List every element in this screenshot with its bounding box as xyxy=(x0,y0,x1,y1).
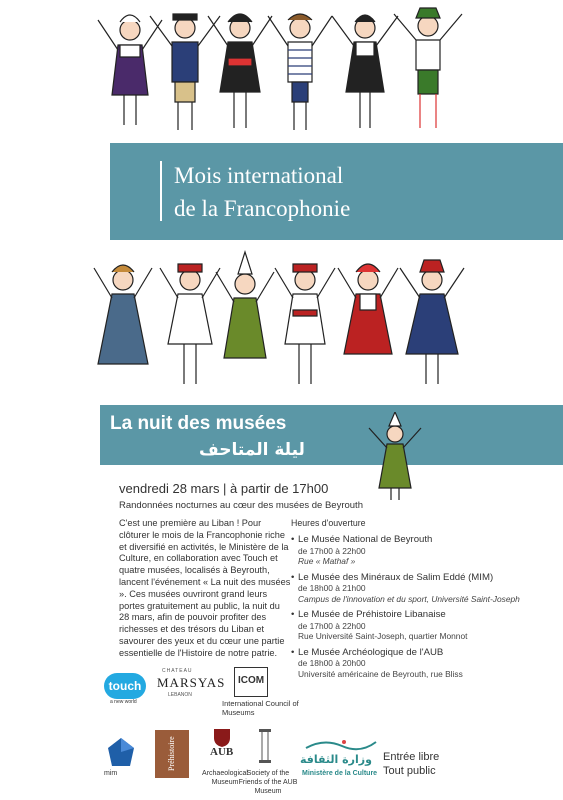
mim-logo xyxy=(104,736,138,770)
museum-night-title-ar: ليلة المتاحف xyxy=(199,440,305,460)
touch-tagline: a new world xyxy=(110,699,137,705)
museum-hours: de 18h00 à 20h00 xyxy=(298,658,366,668)
marsyas-logo: MARSYAS xyxy=(157,675,226,690)
museum-name: • Le Musée des Minéraux de Salim Eddé (MIM) xyxy=(291,571,494,583)
society-emblem xyxy=(256,727,274,765)
column-icon xyxy=(256,727,274,765)
aub-caption: Archaeological Museum xyxy=(202,770,248,786)
title-line-2: de la Francophonie xyxy=(174,196,351,221)
museum-entry xyxy=(291,534,563,567)
bullet-icon: • xyxy=(291,609,295,620)
ministry-emblem xyxy=(304,738,378,752)
museum-hours: de 17h00 à 22h00 xyxy=(298,545,366,556)
bullet-icon: • xyxy=(291,534,295,545)
mim-crystal-icon xyxy=(104,736,138,770)
marsyas-top-label: CHATEAU xyxy=(162,668,193,674)
museum-name: • Le Musée Archéologique de l'AUB xyxy=(291,646,444,658)
museum-hours: de 18h00 à 21h00 xyxy=(298,583,366,593)
icom-logo: ICOM xyxy=(234,667,268,697)
museum-hours: de 17h00 à 22h00 xyxy=(298,620,366,631)
museum-name: • Le Musée National de Beyrouth xyxy=(291,534,433,545)
folk-dancers-top-icon xyxy=(0,0,563,140)
prehistoire-logo: Préhistoire xyxy=(155,730,189,778)
event-subtitle: Randonnées nocturnes au cœur des musées de Beyrouth xyxy=(119,500,363,511)
title-line-1: Mois international xyxy=(174,163,344,188)
museum-entry xyxy=(291,609,563,642)
aub-crest-icon xyxy=(212,727,232,747)
event-date-line: vendredi 28 mars | à partir de 17h00 xyxy=(119,481,329,496)
title-band xyxy=(110,143,563,240)
event-lead-paragraph: C'est une première au Liban ! Pour clôturer le mois de la Francophonie riche et diversifié en activités, le Ministère de la Culture, en collaboration avec Touch et quatre musées, localisés à Beyrouth, lancent l'événement « La nuit des musées ». Ces musées ouvriront grand leurs portes gratuitement au public, la nuit du 28 mars, afin de pouvoir profiter des richesses et des trésors du Liban et savourer des yeux et du cœur une partie essentielle de l'Histoire de notre patrie. xyxy=(119,518,291,658)
icom-caption: International Council of Museums xyxy=(222,699,299,717)
museum-location: Université américaine de Beyrouth, rue Bliss xyxy=(298,668,463,679)
entry-public: Tout public xyxy=(383,765,436,777)
touch-logo: touch xyxy=(104,673,146,699)
museum-entry xyxy=(291,572,563,605)
ministry-wave-icon xyxy=(304,738,378,752)
museum-location: Rue « Mathaf » xyxy=(298,556,356,566)
bullet-icon: • xyxy=(291,646,295,658)
band-figure-illustration xyxy=(360,412,430,502)
opening-hours-column xyxy=(291,518,563,684)
marsyas-sub-label: LEBANON xyxy=(168,692,192,698)
museum-location: Rue Université Saint-Joseph, quartier Monnot xyxy=(298,631,468,641)
title-divider xyxy=(160,161,162,221)
museum-night-title-fr: La nuit des musées xyxy=(110,413,287,434)
museum-night-band xyxy=(100,405,563,465)
aub-crest xyxy=(212,727,232,747)
museum-location: Campus de l'innovation et du sport, Université Saint-Joseph xyxy=(298,593,520,604)
ministry-arabic: وزارة الثقافة xyxy=(300,753,372,766)
folk-dancers-middle-icon xyxy=(0,250,563,400)
museum-name: • Le Musée de Préhistoire Libanaise xyxy=(291,609,446,620)
entry-free: Entrée libre xyxy=(383,751,440,763)
bullet-icon: • xyxy=(291,571,295,583)
society-caption: Society of the Friends of the AUB Museum xyxy=(238,770,298,795)
aub-logo: AUB xyxy=(210,746,234,758)
opening-hours-heading: Heures d'ouverture xyxy=(291,518,366,528)
ministry-french: Ministère de la Culture xyxy=(302,770,378,777)
mim-label: mim xyxy=(104,770,118,777)
top-figures-illustration xyxy=(0,0,563,140)
museum-entry xyxy=(291,647,563,680)
middle-figures-illustration xyxy=(0,250,563,400)
folk-dancer-icon xyxy=(360,412,430,502)
